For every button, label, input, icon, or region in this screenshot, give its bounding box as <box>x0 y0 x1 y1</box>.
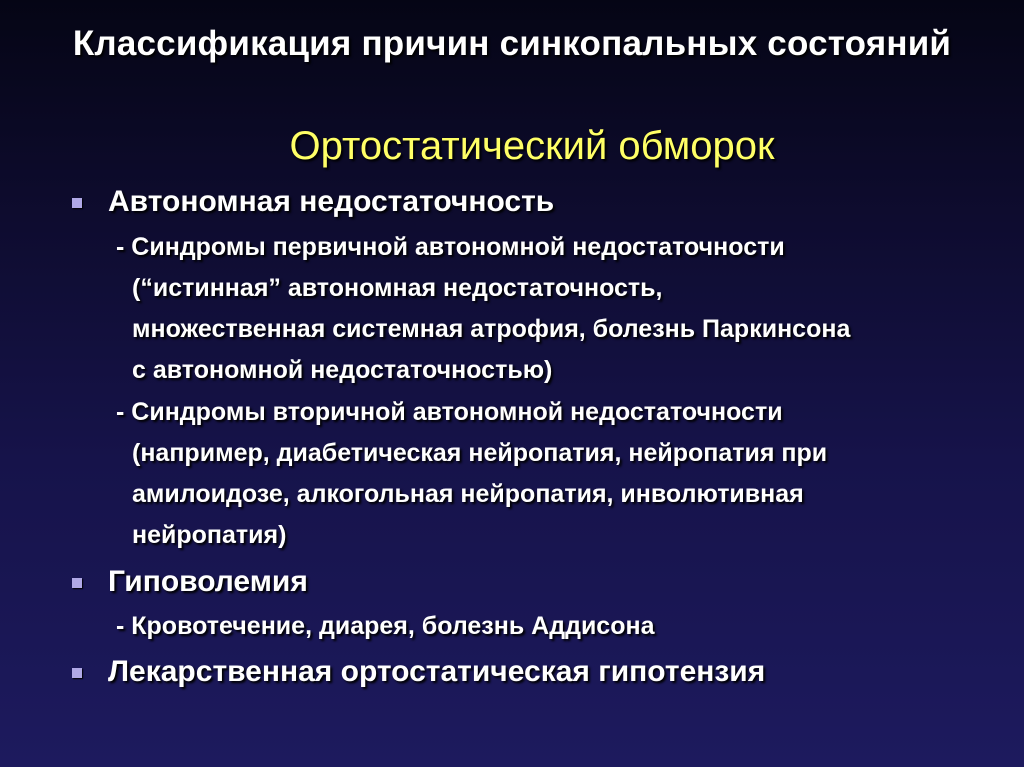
sub-line-primary-detail-3: с автономной недостаточностью) <box>132 356 553 384</box>
sub-line-secondary-detail-3: нейропатия) <box>132 521 287 549</box>
sub-line-secondary-detail-1: (например, диабетическая нейропатия, нейропатия при <box>132 439 828 467</box>
bullet-square-icon <box>72 578 82 588</box>
bullet-square-icon <box>72 668 82 678</box>
item-hypovolemia: Гиповолемия <box>108 565 308 598</box>
slide-title: Классификация причин синкопальных состояний <box>72 24 952 63</box>
sub-line-primary-syndromes: - Синдромы первичной автономной недостаточности <box>116 233 785 261</box>
sub-line-primary-detail-1: (“истинная” автономная недостаточность, <box>132 274 663 302</box>
sub-line-secondary-detail-2: амилоидозе, алкогольная нейропатия, инволютивная <box>132 480 804 508</box>
item-autonomic-failure: Автономная недостаточность <box>108 185 555 218</box>
bullet-square-icon <box>72 198 82 208</box>
sub-line-primary-detail-2: множественная системная атрофия, болезнь Паркинсона <box>132 315 851 343</box>
slide-subtitle: Ортостатический обморок <box>289 124 775 168</box>
sub-line-secondary-syndromes: - Синдромы вторичной автономной недостаточности <box>116 398 783 426</box>
item-drug-induced-hypotension: Лекарственная ортостатическая гипотензия <box>108 655 766 688</box>
sub-line-hypovolemia-causes: - Кровотечение, диарея, болезнь Аддисона <box>116 612 655 640</box>
